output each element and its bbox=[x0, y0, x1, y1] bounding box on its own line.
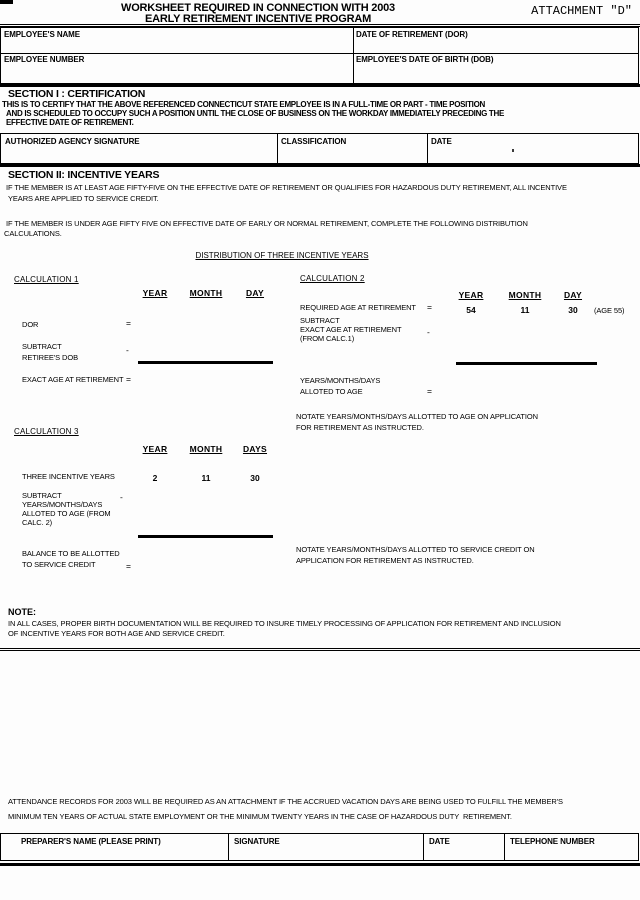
calc2-required-month-value: 11 bbox=[520, 305, 530, 315]
calc3-subtract-label-line1: SUBTRACT bbox=[22, 491, 62, 500]
calc2-required-year-value: 54 bbox=[466, 305, 476, 315]
column-divider bbox=[504, 834, 505, 860]
certification-text-line2: AND IS SCHEDULED TO OCCUPY SUCH A POSITION UNTIL THE CLOSE OF BUSINESS ON THE WORKDAY IMMEDIATELY PRECEDING THE bbox=[6, 109, 505, 118]
attendance-text-line1: ATTENDANCE RECORDS FOR 2003 WILL BE REQUIRED AS AN ATTACHMENT IF THE ACCRUED VACATION DAYS ARE BEING USED TO FULFILL THE MEMBER'S bbox=[8, 797, 563, 806]
calc2-sum-line bbox=[456, 362, 597, 365]
calc2-heading: CALCULATION 2 bbox=[300, 274, 365, 283]
date-of-birth-label: EMPLOYEE'S DATE OF BIRTH (DOB) bbox=[356, 55, 494, 64]
preparer-signature-label: SIGNATURE bbox=[234, 837, 280, 846]
calc3-year-value: 2 bbox=[152, 473, 158, 483]
bottom-divider-bar bbox=[0, 863, 640, 866]
calc1-result-equals: = bbox=[126, 374, 131, 384]
calc2-notate-line1: NOTATE YEARS/MONTHS/DAYS ALLOTTED TO AGE ON APPLICATION bbox=[296, 412, 538, 421]
column-divider bbox=[277, 134, 278, 163]
employee-number-label: EMPLOYEE NUMBER bbox=[4, 55, 85, 64]
calc1-subtract-label-line1: SUBTRACT bbox=[22, 342, 62, 351]
column-divider bbox=[427, 134, 428, 163]
section2-para2-line2: CALCULATIONS. bbox=[4, 229, 62, 238]
calc2-day-header: DAY bbox=[563, 290, 583, 300]
column-divider bbox=[228, 834, 229, 860]
calc3-notate-line1: NOTATE YEARS/MONTHS/DAYS ALLOTTED TO SERVICE CREDIT ON bbox=[296, 545, 535, 554]
calc3-notate-line2: APPLICATION FOR RETIREMENT AS INSTRUCTED. bbox=[296, 556, 474, 565]
calc2-subtract-label-line2: EXACT AGE AT RETIREMENT bbox=[300, 325, 402, 334]
preparer-table bbox=[0, 833, 639, 861]
form-title-line1: WORKSHEET REQUIRED IN CONNECTION WITH 2003 bbox=[121, 2, 395, 14]
authorized-signature-field[interactable] bbox=[1, 134, 277, 163]
preparer-signature-field[interactable] bbox=[228, 834, 423, 860]
date-of-retirement-field[interactable] bbox=[353, 28, 639, 53]
distribution-title: DISTRIBUTION OF THREE INCENTIVE YEARS bbox=[195, 251, 369, 260]
employee-info-table bbox=[0, 27, 639, 84]
calc2-subtract-label-line3: (FROM CALC.1) bbox=[300, 334, 355, 343]
calc1-month-header: MONTH bbox=[189, 288, 223, 298]
column-divider bbox=[353, 28, 354, 83]
calc2-age55-note: (AGE 55) bbox=[594, 306, 625, 315]
certification-text-line3: EFFECTIVE DATE OF RETIREMENT. bbox=[6, 118, 134, 127]
note-divider-line bbox=[0, 648, 640, 651]
certification-text-line1: THIS IS TO CERTIFY THAT THE ABOVE REFERENCED CONNECTICUT STATE EMPLOYEE IS IN A FULL-TIME OR PART - TIME POSITION bbox=[2, 100, 486, 109]
calc2-subtract-label-line1: SUBTRACT bbox=[300, 316, 340, 325]
note-text-line2: OF INCENTIVE YEARS FOR BOTH AGE AND SERVICE CREDIT. bbox=[8, 629, 225, 638]
calc3-subtract-label-line3: ALLOTED TO AGE (FROM bbox=[22, 509, 111, 518]
employee-name-field[interactable] bbox=[1, 28, 353, 53]
section2-para2-line1: IF THE MEMBER IS UNDER AGE FIFTY FIVE ON EFFECTIVE DATE OF EARLY OR NORMAL RETIREMENT, COMPLETE THE FOLLOWING DISTRIBUTION bbox=[6, 219, 528, 228]
calc1-year-header: YEAR bbox=[142, 288, 168, 298]
attachment-label: ATTACHMENT "D" bbox=[531, 4, 632, 18]
calc1-day-header: DAY bbox=[245, 288, 265, 298]
calc2-result-label-line1: YEARS/MONTHS/DAYS bbox=[300, 376, 381, 385]
certification-signature-table bbox=[0, 133, 639, 164]
section2-para1-line2: YEARS ARE APPLIED TO SERVICE CREDIT. bbox=[8, 194, 159, 203]
calc3-balance-label-line1: BALANCE TO BE ALLOTTED bbox=[22, 549, 120, 558]
calc2-result-equals: = bbox=[427, 386, 432, 396]
calc1-dor-equals: = bbox=[126, 318, 131, 328]
calc3-three-years-label: THREE INCENTIVE YEARS bbox=[22, 472, 115, 481]
classification-label: CLASSIFICATION bbox=[281, 137, 347, 146]
calc3-month-header: MONTH bbox=[189, 444, 223, 454]
classification-field[interactable] bbox=[277, 134, 427, 163]
preparer-phone-field[interactable] bbox=[504, 834, 639, 860]
calc1-dor-label: DOR bbox=[22, 320, 39, 329]
calc2-year-header: YEAR bbox=[458, 290, 484, 300]
section2-heading: SECTION II: INCENTIVE YEARS bbox=[8, 169, 160, 181]
certification-date-field[interactable] bbox=[427, 134, 639, 163]
calc2-required-equals: = bbox=[427, 302, 432, 312]
calc2-required-age-label: REQUIRED AGE AT RETIREMENT bbox=[300, 303, 416, 312]
calc3-year-header: YEAR bbox=[142, 444, 168, 454]
section-divider-bar bbox=[0, 84, 640, 87]
calc3-month-value: 11 bbox=[201, 473, 211, 483]
authorized-signature-label: AUTHORIZED AGENCY SIGNATURE bbox=[5, 137, 140, 146]
employee-name-label: EMPLOYEE'S NAME bbox=[4, 30, 80, 39]
stray-ink-dot bbox=[512, 149, 514, 152]
section-divider-bar bbox=[0, 164, 640, 167]
calc2-month-header: MONTH bbox=[508, 290, 542, 300]
calc3-heading: CALCULATION 3 bbox=[14, 427, 79, 436]
preparer-date-label: DATE bbox=[429, 837, 450, 846]
calc3-subtract-label-line2: YEARS/MONTHS/DAYS bbox=[22, 500, 103, 509]
calc3-minus-sign: - bbox=[120, 492, 123, 502]
section2-para1-line1: IF THE MEMBER IS AT LEAST AGE FIFTY-FIVE ON THE EFFECTIVE DATE OF RETIREMENT OR QUALIFIES FOR HAZARDOUS DUTY RETIREMENT, ALL INCENTIVE bbox=[6, 183, 567, 192]
calc3-balance-label-line2: TO SERVICE CREDIT bbox=[22, 560, 96, 569]
calc1-minus-sign: - bbox=[126, 345, 129, 355]
attendance-text-line2: MINIMUM TEN YEARS OF ACTUAL STATE EMPLOYMENT OR THE MINIMUM TWENTY YEARS IN THE CASE OF HAZARDOUS DUTY RETIREMENT. bbox=[8, 812, 512, 821]
form-title-line2: EARLY RETIREMENT INCENTIVE PROGRAM bbox=[144, 13, 372, 25]
calc3-balance-equals: = bbox=[126, 561, 131, 571]
calc3-sum-line bbox=[138, 535, 273, 538]
calc3-days-header: DAYS bbox=[242, 444, 268, 454]
row-divider bbox=[1, 53, 638, 54]
date-of-retirement-label: DATE OF RETIREMENT (DOR) bbox=[356, 30, 468, 39]
calc3-days-value: 30 bbox=[250, 473, 260, 483]
calc3-subtract-label-line4: CALC. 2) bbox=[22, 518, 53, 527]
calc2-minus-sign: - bbox=[427, 327, 430, 337]
note-heading: NOTE: bbox=[8, 607, 36, 617]
calc1-heading: CALCULATION 1 bbox=[14, 275, 79, 284]
calc2-notate-line2: FOR RETIREMENT AS INSTRUCTED. bbox=[296, 423, 424, 432]
column-divider bbox=[423, 834, 424, 860]
calc1-subtract-label-line2: RETIREE'S DOB bbox=[22, 353, 78, 362]
preparer-phone-label: TELEPHONE NUMBER bbox=[510, 837, 595, 846]
calc2-required-day-value: 30 bbox=[568, 305, 578, 315]
calc1-result-label: EXACT AGE AT RETIREMENT bbox=[22, 375, 124, 384]
section1-heading: SECTION I : CERTIFICATION bbox=[8, 88, 146, 100]
preparer-date-field[interactable] bbox=[423, 834, 504, 860]
preparer-name-field[interactable] bbox=[1, 834, 228, 860]
employee-number-field[interactable] bbox=[1, 53, 353, 84]
calc2-result-label-line2: ALLOTED TO AGE bbox=[300, 387, 363, 396]
preparer-name-label: PREPARER'S NAME (PLEASE PRINT) bbox=[21, 837, 161, 846]
calc1-sum-line bbox=[138, 361, 273, 364]
date-of-birth-field[interactable] bbox=[353, 53, 639, 84]
note-text-line1: IN ALL CASES, PROPER BIRTH DOCUMENTATION WILL BE REQUIRED TO INSURE TIMELY PROCESSING OF APPLICATION FOR RETIREMENT AND INCLUSION bbox=[8, 619, 561, 628]
certification-date-label: DATE bbox=[431, 137, 452, 146]
